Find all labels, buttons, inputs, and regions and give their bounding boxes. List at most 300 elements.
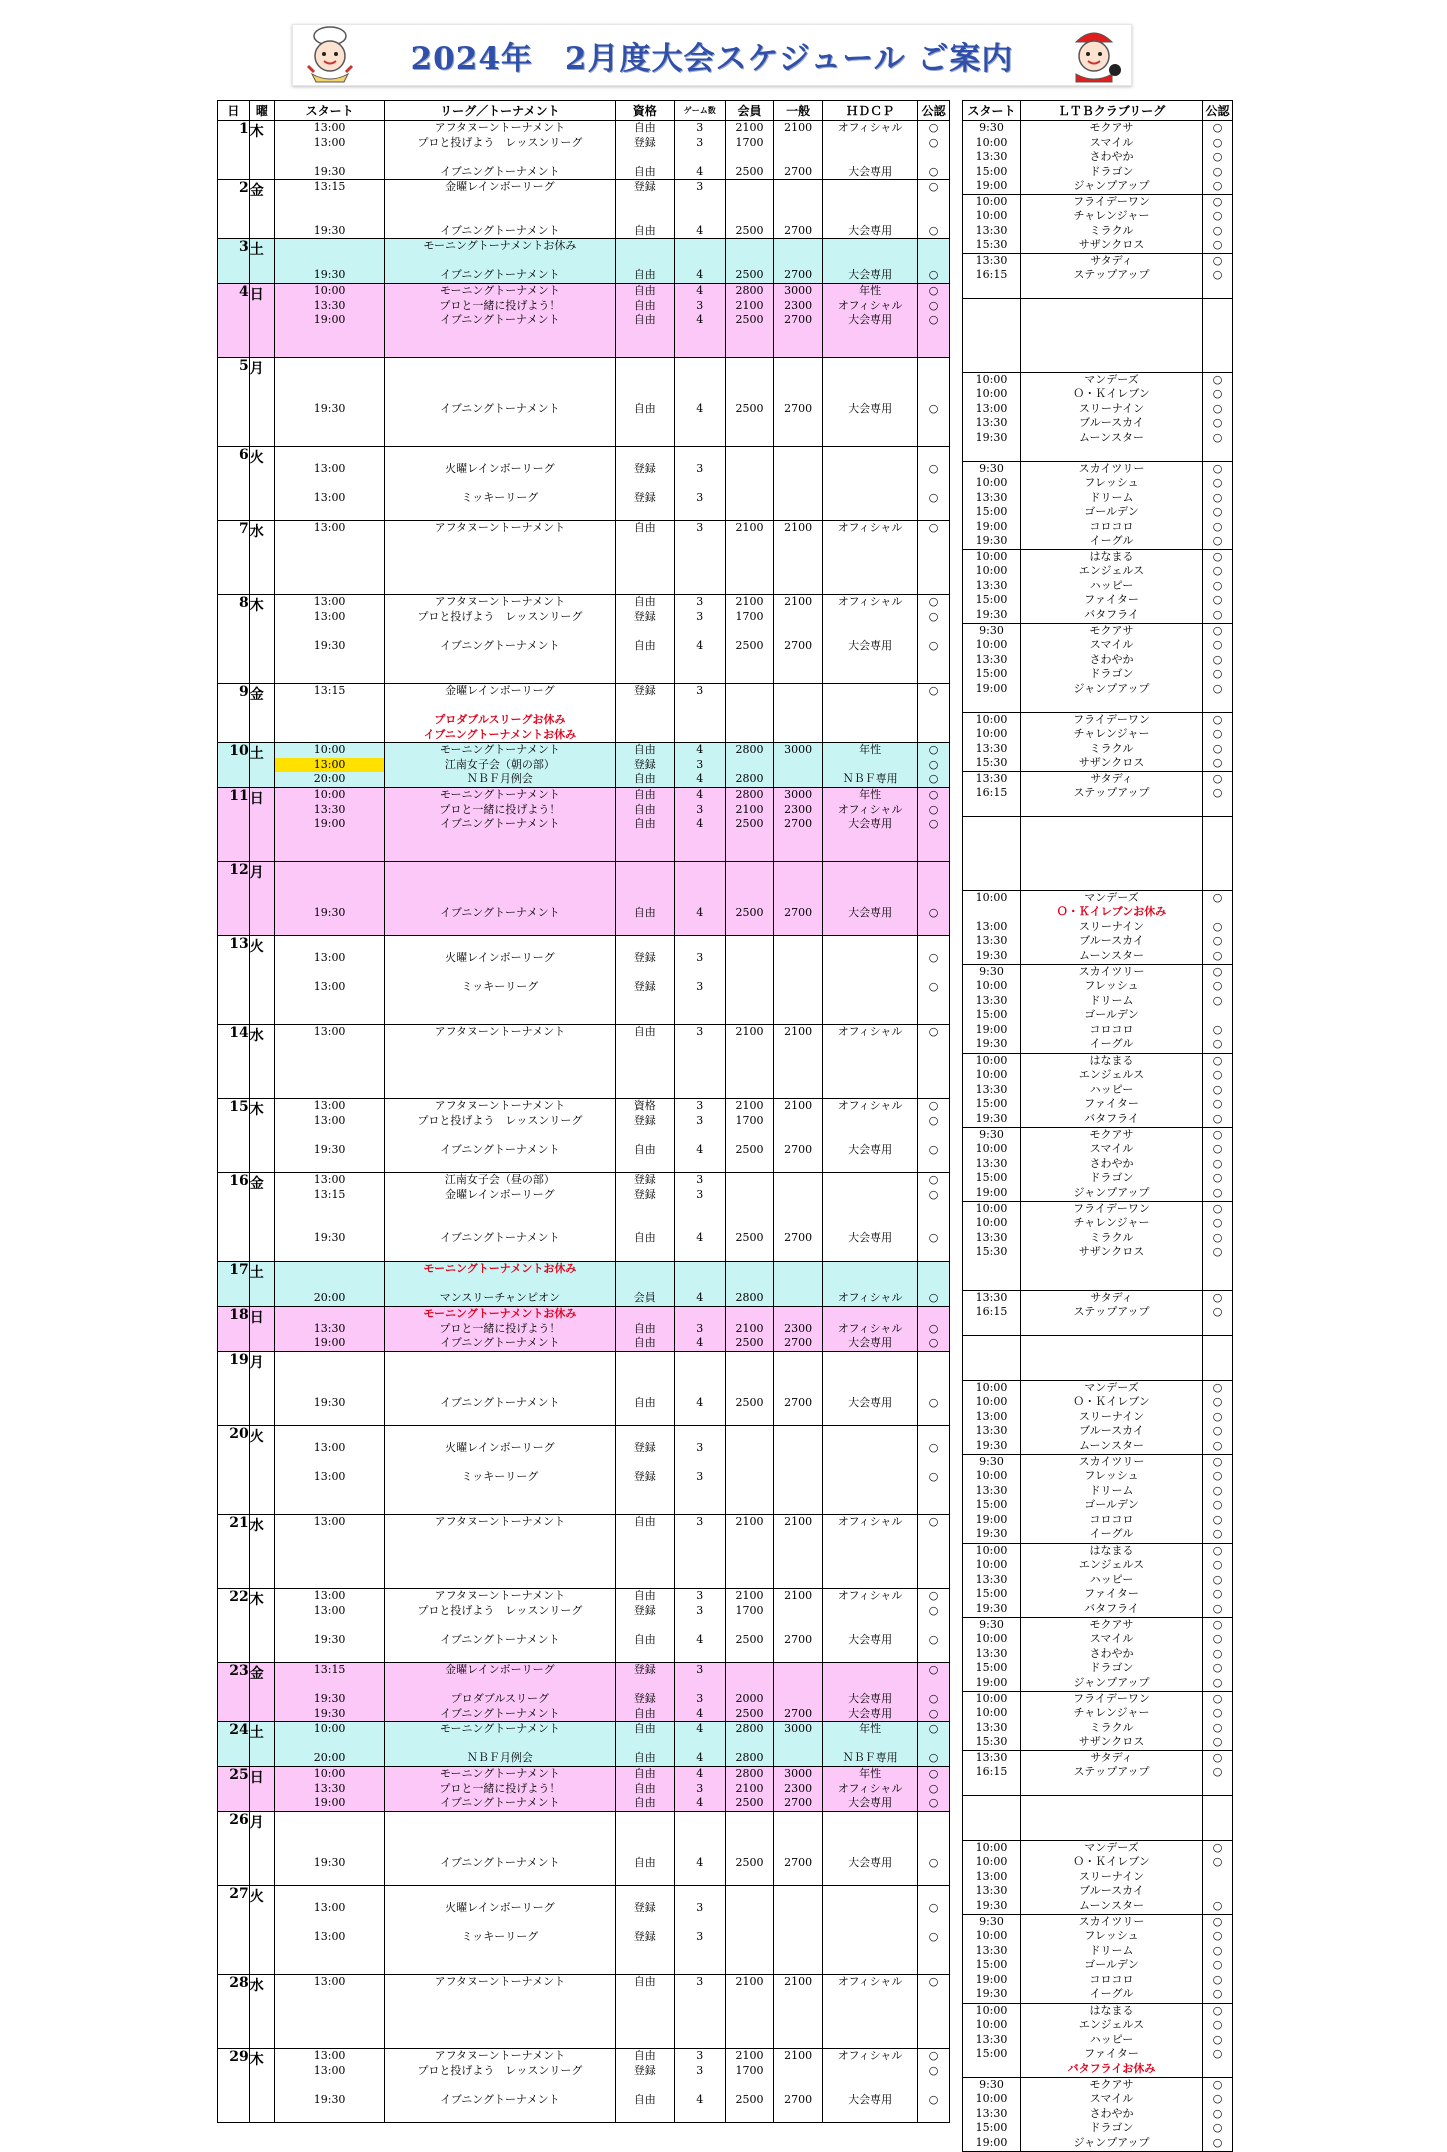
start-line bbox=[275, 1352, 384, 1367]
cell-general bbox=[774, 1812, 823, 1886]
ltb-start-line: 10:00 bbox=[975, 372, 1008, 386]
ltb-league-line: サタディ bbox=[1090, 253, 1133, 267]
cell-start bbox=[275, 447, 385, 521]
ltb-cell-league bbox=[1021, 1914, 1203, 2003]
day-row bbox=[218, 121, 950, 180]
hdcp-line bbox=[823, 1841, 917, 1856]
member-line: 2500 bbox=[735, 1395, 764, 1409]
ltb-official-line: ○ bbox=[1212, 253, 1223, 267]
ltb-start-line: 13:30 bbox=[975, 2032, 1008, 2046]
general-line bbox=[774, 387, 822, 402]
ltb-cell-official bbox=[1203, 890, 1233, 964]
cell-member bbox=[725, 1589, 774, 1663]
ltb-league-line: スマイル bbox=[1089, 1632, 1134, 1645]
qualification-line bbox=[616, 1827, 674, 1842]
member-line bbox=[726, 1455, 774, 1470]
day-number: 2 bbox=[218, 180, 250, 239]
ltb-day-row bbox=[963, 1691, 1233, 1750]
ltb-cell-official bbox=[1203, 194, 1233, 253]
weekday: 水 bbox=[249, 1515, 274, 1589]
cell-qualification bbox=[615, 595, 674, 684]
event-line: プロと投げよう レッスンリーグ bbox=[417, 1113, 583, 1127]
qualification-line: 登録 bbox=[633, 461, 656, 475]
cell-event bbox=[385, 121, 616, 180]
ltb-day-row bbox=[963, 1840, 1233, 1914]
cell-hdcp bbox=[823, 1099, 918, 1173]
ltb-cell-league bbox=[1021, 121, 1203, 195]
start-line bbox=[275, 150, 384, 165]
member-line bbox=[726, 891, 774, 906]
ltb-league-line: ハッピー bbox=[1089, 2032, 1134, 2046]
qualification-line: 登録 bbox=[633, 1900, 656, 1914]
event-line: イブニングトーナメント bbox=[440, 1706, 560, 1720]
games-line: 3 bbox=[696, 950, 704, 964]
event-line bbox=[385, 965, 615, 980]
start-line bbox=[275, 1202, 384, 1217]
ltb-cell-start bbox=[963, 121, 1021, 195]
hdcp-line bbox=[823, 1173, 917, 1188]
official-line: ○ bbox=[928, 1929, 939, 1943]
general-line bbox=[774, 447, 822, 462]
cell-member bbox=[725, 936, 774, 1025]
start-line: 13:00 bbox=[313, 1025, 346, 1038]
official-line: ○ bbox=[928, 1603, 939, 1617]
hdcp-line bbox=[823, 1277, 917, 1292]
event-line bbox=[385, 1128, 615, 1143]
hdcp-line: 大会専用 bbox=[848, 1706, 893, 1720]
general-line bbox=[774, 2064, 822, 2079]
cell-hdcp bbox=[823, 1767, 918, 1812]
ltb-cell-official bbox=[1203, 549, 1233, 623]
start-line: 13:30 bbox=[313, 802, 346, 816]
ltb-official-line: ○ bbox=[1212, 652, 1223, 666]
ltb-cell-start bbox=[963, 1840, 1021, 1914]
ltb-cell-start bbox=[963, 549, 1021, 623]
general-line bbox=[774, 1352, 822, 1367]
member-line bbox=[726, 358, 774, 373]
weekday: 日 bbox=[249, 1767, 274, 1812]
event-line: モーニングトーナメント bbox=[439, 743, 560, 756]
ltb-official-line: ○ bbox=[1212, 461, 1223, 475]
event-line bbox=[385, 2078, 615, 2093]
start-line: 19:30 bbox=[313, 1142, 346, 1156]
official-line bbox=[918, 1262, 949, 1277]
cell-hdcp bbox=[823, 743, 918, 788]
start-line bbox=[275, 1277, 384, 1292]
ltb-cell-start bbox=[963, 771, 1021, 816]
cell-qualification bbox=[615, 521, 674, 595]
cell-hdcp bbox=[823, 1352, 918, 1426]
ltb-start-line: 13:30 bbox=[975, 771, 1008, 785]
qualification-line bbox=[616, 195, 674, 210]
start-line: 19:30 bbox=[313, 905, 346, 919]
ltb-league-line: イーグル bbox=[1089, 1987, 1134, 2000]
member-line: 2800 bbox=[735, 1751, 764, 1764]
cell-member bbox=[725, 1886, 774, 1975]
event-line bbox=[385, 699, 615, 714]
hdcp-line bbox=[823, 254, 917, 269]
event-line bbox=[385, 624, 615, 639]
header-member: 会員 bbox=[725, 101, 774, 121]
games-line bbox=[675, 239, 725, 254]
ltb-start-line: 9:30 bbox=[979, 623, 1004, 637]
cell-member bbox=[725, 1767, 774, 1812]
day-row bbox=[218, 1722, 950, 1767]
general-line bbox=[774, 1114, 822, 1129]
general-line: 2700 bbox=[784, 1855, 813, 1869]
ltb-day-row bbox=[963, 253, 1233, 298]
games-line: 3 bbox=[696, 180, 704, 193]
day-number: 23 bbox=[218, 1663, 250, 1722]
ltb-start-line: 10:00 bbox=[975, 1395, 1008, 1408]
official-line: ○ bbox=[928, 1395, 939, 1409]
ltb-day-row bbox=[963, 1454, 1233, 1543]
games-line: 4 bbox=[696, 1142, 704, 1156]
weekday: 水 bbox=[249, 521, 274, 595]
start-line: 13:00 bbox=[275, 758, 384, 773]
ltb-start-line: 15:00 bbox=[975, 1661, 1008, 1674]
qualification-line bbox=[616, 1202, 674, 1217]
day-row bbox=[218, 1975, 950, 2049]
member-line bbox=[726, 1470, 774, 1485]
ltb-official-line: ○ bbox=[1212, 1512, 1223, 1526]
member-line bbox=[726, 936, 774, 951]
ltb-official-line: ○ bbox=[1212, 1290, 1223, 1304]
member-line bbox=[726, 254, 774, 269]
start-line: 13:00 bbox=[313, 609, 346, 623]
general-line bbox=[774, 1604, 822, 1619]
start-line: 13:30 bbox=[313, 1781, 346, 1795]
member-line: 2500 bbox=[735, 1231, 764, 1244]
start-line: 13:00 bbox=[313, 1099, 346, 1112]
event-line: ＮＢＦ月例会 bbox=[466, 1751, 533, 1764]
ltb-cell-league bbox=[1021, 1127, 1203, 1201]
general-line bbox=[774, 1381, 822, 1396]
hdcp-line bbox=[823, 462, 917, 477]
general-line bbox=[774, 1367, 822, 1382]
official-line: ○ bbox=[928, 1781, 939, 1795]
day-number: 14 bbox=[218, 1025, 250, 1099]
general-line: 2700 bbox=[784, 817, 813, 830]
ltb-league-line: フレッシュ bbox=[1084, 1929, 1139, 1942]
ltb-start-line: 10:00 bbox=[975, 1691, 1008, 1705]
member-line: 2800 bbox=[735, 772, 764, 785]
ltb-league-line: ゴールデン bbox=[1084, 1958, 1139, 1971]
ltb-start-line: 19:00 bbox=[975, 519, 1008, 533]
ltb-official-line: ○ bbox=[1212, 1068, 1223, 1081]
member-line: 2100 bbox=[735, 2049, 764, 2062]
ltb-cell-league bbox=[1021, 2077, 1203, 2151]
member-line bbox=[726, 150, 774, 165]
general-line bbox=[774, 1441, 822, 1456]
day-row bbox=[218, 1886, 950, 1975]
cell-member bbox=[725, 1663, 774, 1722]
ltb-league-line: はなまる bbox=[1089, 1543, 1134, 1557]
ltb-cell-start bbox=[963, 253, 1021, 298]
hdcp-line bbox=[823, 1737, 917, 1752]
cell-member bbox=[725, 684, 774, 743]
ltb-official-line: ○ bbox=[1212, 1097, 1223, 1110]
start-line bbox=[275, 891, 384, 906]
qualification-line bbox=[616, 1455, 674, 1470]
games-line bbox=[675, 1307, 725, 1322]
games-line: 4 bbox=[696, 743, 704, 756]
event-line: 金曜レインボーリーグ bbox=[445, 684, 555, 697]
qualification-line: 自由 bbox=[633, 788, 656, 801]
general-line: 2700 bbox=[784, 1336, 813, 1349]
cell-event bbox=[385, 1767, 616, 1812]
start-line bbox=[275, 965, 384, 980]
member-line bbox=[726, 965, 774, 980]
ltb-cell-league bbox=[1021, 890, 1203, 964]
general-line: 3000 bbox=[784, 1767, 813, 1780]
general-line bbox=[774, 476, 822, 491]
general-line bbox=[774, 180, 822, 195]
ltb-league-line: チャレンジャー bbox=[1073, 209, 1150, 222]
cell-official bbox=[918, 358, 950, 447]
ltb-league-line: はなまる bbox=[1089, 1053, 1134, 1067]
cell-general bbox=[774, 1307, 823, 1352]
official-line bbox=[918, 195, 949, 210]
ltb-cell-league bbox=[1021, 253, 1203, 298]
ltb-official-line: ○ bbox=[1212, 1735, 1223, 1748]
ltb-league-line: ファイター bbox=[1084, 593, 1139, 606]
cell-general bbox=[774, 1515, 823, 1589]
ltb-official-line: ○ bbox=[1212, 934, 1223, 947]
general-line bbox=[774, 624, 822, 639]
qualification-line: 自由 bbox=[633, 1722, 656, 1735]
general-line bbox=[774, 195, 822, 210]
ltb-league-line: ブルースカイ bbox=[1079, 934, 1144, 947]
official-line: ○ bbox=[928, 772, 939, 785]
games-line bbox=[675, 1367, 725, 1382]
cell-event bbox=[385, 1812, 616, 1886]
ltb-league-line: エンジェルス bbox=[1078, 2018, 1145, 2031]
ltb-official-line: ○ bbox=[1212, 534, 1223, 547]
ltb-league-line: Ｏ・Ｋイレブンお休み bbox=[1056, 905, 1167, 918]
ltb-start-line: 10:00 bbox=[975, 135, 1008, 149]
ltb-start-line: 16:15 bbox=[975, 268, 1008, 281]
official-line bbox=[918, 728, 949, 743]
member-line: 2500 bbox=[735, 1706, 764, 1720]
official-line bbox=[918, 2078, 949, 2093]
cell-official bbox=[918, 521, 950, 595]
day-number: 27 bbox=[218, 1886, 250, 1975]
start-line: 13:00 bbox=[313, 1173, 346, 1186]
ltb-league-line: ステップアップ bbox=[1073, 786, 1150, 799]
ltb-start-line: 10:00 bbox=[975, 194, 1008, 208]
ltb-cell-official bbox=[1203, 1127, 1233, 1201]
games-line bbox=[675, 1737, 725, 1752]
ltb-cell-official bbox=[1203, 1290, 1233, 1335]
ltb-start-line: 16:15 bbox=[975, 786, 1008, 799]
general-line bbox=[774, 699, 822, 714]
event-line: ミッキーリーグ bbox=[461, 1469, 539, 1483]
event-line: モーニングトーナメント bbox=[439, 1767, 560, 1780]
games-line bbox=[675, 713, 725, 728]
cell-start bbox=[275, 239, 385, 284]
day-number: 11 bbox=[218, 788, 250, 862]
start-line bbox=[275, 728, 384, 743]
ltb-league-line: サザンクロス bbox=[1078, 1735, 1145, 1748]
ltb-official-line: ○ bbox=[1212, 121, 1223, 134]
ltb-start-line: 10:00 bbox=[975, 1929, 1008, 1942]
ltb-header-start: スタート bbox=[963, 101, 1021, 121]
ltb-league-line: スマイル bbox=[1089, 1142, 1134, 1155]
qualification-line: 自由 bbox=[633, 1231, 656, 1244]
official-line: ○ bbox=[928, 2092, 939, 2106]
games-line bbox=[675, 254, 725, 269]
weekday: 水 bbox=[249, 1975, 274, 2049]
general-line bbox=[774, 358, 822, 373]
ltb-official-line: ○ bbox=[1212, 1691, 1223, 1705]
qualification-line bbox=[616, 1381, 674, 1396]
day-number: 10 bbox=[218, 743, 250, 788]
event-line: イブニングトーナメント bbox=[440, 905, 560, 919]
day-number: 5 bbox=[218, 358, 250, 447]
ltb-start-line: 19:30 bbox=[975, 534, 1008, 547]
hdcp-line bbox=[823, 373, 917, 388]
ltb-official-line: ○ bbox=[1212, 1424, 1223, 1437]
hdcp-line: 大会専用 bbox=[848, 905, 893, 919]
event-line: イブニングトーナメント bbox=[440, 2092, 560, 2106]
qualification-line: 登録 bbox=[633, 950, 656, 964]
member-line bbox=[726, 684, 774, 699]
cell-event bbox=[385, 1975, 616, 2049]
ltb-league-line: スカイツリー bbox=[1078, 964, 1145, 978]
ltb-official-line: ○ bbox=[1212, 150, 1223, 163]
member-line bbox=[726, 1277, 774, 1292]
hdcp-line bbox=[823, 195, 917, 210]
general-line bbox=[774, 772, 822, 787]
start-line: 19:30 bbox=[313, 638, 346, 652]
ltb-start-line: 19:30 bbox=[975, 1111, 1008, 1125]
ltb-start-line: 10:00 bbox=[975, 549, 1008, 563]
hdcp-line bbox=[823, 862, 917, 877]
weekday: 木 bbox=[249, 2049, 274, 2123]
member-line bbox=[726, 1367, 774, 1382]
qualification-line: 登録 bbox=[633, 684, 656, 697]
start-line: 13:30 bbox=[313, 298, 346, 312]
cell-start bbox=[275, 743, 385, 788]
hdcp-line: 大会専用 bbox=[848, 638, 893, 652]
qualification-line bbox=[616, 358, 674, 373]
ltb-league-line: スリーナイン bbox=[1078, 401, 1145, 415]
games-line: 4 bbox=[696, 1751, 704, 1764]
general-line: 2100 bbox=[784, 2049, 813, 2062]
ltb-start-line: 13:30 bbox=[975, 490, 1008, 504]
hdcp-line: オフィシャル bbox=[837, 595, 903, 608]
ltb-cell-start bbox=[963, 1750, 1021, 1795]
ltb-cell-official bbox=[1203, 1750, 1233, 1795]
cell-member bbox=[725, 1262, 774, 1307]
hdcp-line: 大会専用 bbox=[848, 268, 893, 281]
ltb-day-row bbox=[963, 298, 1233, 372]
general-line: 2100 bbox=[784, 1515, 813, 1528]
ltb-league-line: さわやか bbox=[1089, 150, 1134, 163]
cell-games bbox=[674, 447, 725, 521]
ltb-cell-start bbox=[963, 1914, 1021, 2003]
ltb-start-line: 10:00 bbox=[975, 476, 1008, 489]
cell-start bbox=[275, 1426, 385, 1515]
start-line: 13:15 bbox=[313, 684, 346, 697]
ltb-league-line: コロコロ bbox=[1089, 1972, 1134, 1986]
event-line bbox=[385, 936, 615, 951]
qualification-line: 自由 bbox=[633, 313, 656, 326]
day-row bbox=[218, 1262, 950, 1307]
games-line: 3 bbox=[696, 1929, 704, 1943]
ltb-official-line: ○ bbox=[1212, 964, 1223, 978]
general-line bbox=[774, 1277, 822, 1292]
member-line bbox=[726, 387, 774, 402]
ltb-cell-league bbox=[1021, 1335, 1203, 1380]
qualification-line bbox=[616, 373, 674, 388]
qualification-line bbox=[616, 877, 674, 892]
ltb-start-line: 19:30 bbox=[975, 1987, 1008, 2000]
games-line bbox=[675, 209, 725, 224]
header-league: リーグ／トーナメント bbox=[385, 101, 616, 121]
ltb-league-line: チャレンジャー bbox=[1073, 1706, 1150, 1719]
ltb-league-line: サタディ bbox=[1090, 1750, 1133, 1764]
ltb-start-line: 19:30 bbox=[975, 430, 1008, 444]
ltb-league-line: エンジェルス bbox=[1078, 1068, 1145, 1081]
cell-hdcp bbox=[823, 447, 918, 521]
qualification-line: 自由 bbox=[633, 802, 656, 816]
day-row bbox=[218, 1307, 950, 1352]
ltb-official-line: ○ bbox=[1212, 1171, 1223, 1184]
cell-official bbox=[918, 284, 950, 358]
cell-event bbox=[385, 1589, 616, 1663]
event-line: イブニングトーナメント bbox=[440, 1796, 560, 1809]
official-line: ○ bbox=[928, 521, 939, 534]
hdcp-line: オフィシャル bbox=[837, 1975, 903, 1988]
event-line: プロと一緒に投げよう！ bbox=[439, 1321, 561, 1335]
general-line bbox=[774, 1812, 822, 1827]
hdcp-line: オフィシャル bbox=[837, 2049, 903, 2062]
cell-hdcp bbox=[823, 684, 918, 743]
ltb-start-line: 15:00 bbox=[975, 1587, 1008, 1600]
official-line: ○ bbox=[928, 1855, 939, 1869]
qualification-line bbox=[616, 728, 674, 743]
ltb-cell-start bbox=[963, 372, 1021, 461]
cell-official bbox=[918, 1099, 950, 1173]
start-line: 19:30 bbox=[313, 1706, 346, 1720]
ltb-official-line: ○ bbox=[1212, 2121, 1223, 2134]
general-line bbox=[774, 1930, 822, 1945]
ltb-cell-official bbox=[1203, 372, 1233, 461]
member-line bbox=[726, 1352, 774, 1367]
games-line bbox=[675, 1455, 725, 1470]
event-line: プロと投げよう レッスンリーグ bbox=[417, 2063, 583, 2077]
event-line: アフタヌーントーナメント bbox=[434, 1099, 566, 1112]
ltb-league-line: フライデーワン bbox=[1073, 1691, 1150, 1705]
cell-games bbox=[674, 1975, 725, 2049]
weekday: 金 bbox=[249, 1663, 274, 1722]
qualification-line bbox=[616, 1426, 674, 1441]
day-number: 8 bbox=[218, 595, 250, 684]
member-line: 2100 bbox=[735, 298, 764, 312]
ltb-official-line: ○ bbox=[1212, 1527, 1223, 1540]
qualification-line: 自由 bbox=[633, 1321, 656, 1335]
ltb-official-line: ○ bbox=[1212, 1082, 1223, 1096]
official-line: ○ bbox=[928, 1767, 939, 1780]
tournament-schedule-table bbox=[217, 100, 950, 2123]
ltb-start-line: 10:00 bbox=[975, 1840, 1008, 1854]
games-line bbox=[675, 447, 725, 462]
general-line: 3000 bbox=[784, 284, 813, 297]
official-line: ○ bbox=[928, 1515, 939, 1528]
ltb-league-line: ファイター bbox=[1084, 1587, 1139, 1600]
